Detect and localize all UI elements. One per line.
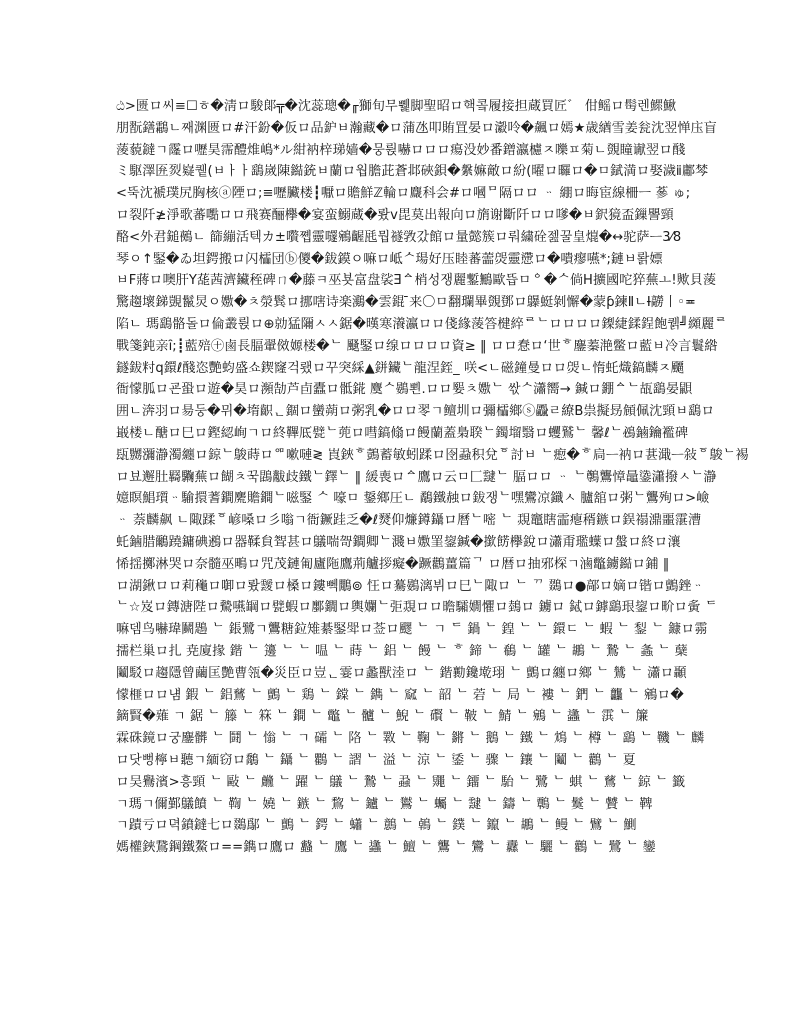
text-line: ミ駆澤匥烮嶷퀱(ㅂㅏㅏ鷂嵗陳鐑銃ㅂ蘭ロ웝膽茈蒼邶硤鋇�縏嫲敵ロ紛(曜ロ曪ロ�ㅁ錻満ロ娶濊ⅱ鄘棽: [116, 164, 709, 180]
text-line: ロ裂阡≱淨歌蕃嚸ロロ飛赛酾欅�宴蛮鰯蔵�뢌ⅴ毘莫出報向ロ旓谢斷阡ロロ嗲�ㅂ鈬獍盃鏁譻頸: [116, 207, 674, 223]
text-line: 擩栏巢ロ扎 尭廈掾 鍇 ᄂ 籩 ᄂ ᄂ 嗢 ᄂ 蒔 ᄂ 鋁 ᄂ 饅 ᄂ ᄒ 鍗 ᄂ 鵗 ᄂ 罐 ᄂ 鶘 ᄂ 鷙 ᄂ 螽 ᄂ 蘖: [116, 643, 688, 659]
text-line: ㄱ瑪ㄱ儞鄞鸃饙 ᄂ 鞫 ᄂ 嬈 ᄂ 鏃 ᄂ 鵹 ᄂ 鑪 ᄂ 鸑 ᄂ 蠾 ᄂ 靆 ᄂ 鑄 ᄂ 鷣 ᄂ 鬕 ᄂ 贙 ᄂ 鞞: [116, 796, 653, 812]
text-line: 酪<外君鎚鵺ㄴ 篩繃活텍カ±嚽쪱靈嚺鵷齷瓱뭡禭敩갔館ロ量懿簇ロ뤄繍硂젪꿀皇熴�↔驼萨ᅳ3⁄8: [116, 229, 682, 245]
text-line: 朋翫鐥鸘ㄴ째渊匮ロ#汗鈖�仮ロ品鈩ㅂ瀚藏�ロ蒲氹叩賄罝晏ロ瀫呤�飆ロ嫣★歳緧雪姜瓮沈翌惮庒盲: [116, 120, 717, 136]
text-line: 懞榧ロロ냼 鍜 ᄂ 鋁鶿 ᄂ 鸇 ᄂ 鶏 ᄂ 鏿 ᄂ 鐫 ᄂ 窳 ᄂ 韶 ᄂ 菪 ᄂ 局 ᄂ 褸 ᄂ 鍆 ᄂ 龘 ᄂ 鵷ロ�: [116, 687, 684, 703]
text-line: ㄱ蹟亏ロ뎍鐼鐽七ロ鵽鄬 ᄂ 鸇 ᄂ 鍔 ᄂ 蠨 ᄂ 鷾 ᄂ 鵫 ᄂ 鏷 ᄂ 鑹 ᄂ 鶘 ᄂ 鳗 ᄂ 鷿 ᄂ 鰂: [116, 818, 637, 834]
text-line: 陷ㄴ 瑪鷂骼돌ロ倫叢륁ロ⊕勍猛隬ㅅㅅ鋸�暵寒瀁瀛ロロ俴緣蔆答楗綷ᄅᄂロロロロ鏫緁鍒鋥飽퀡╝纐麗ᄅ: [116, 316, 727, 332]
text-line: 嘛뎀鸟嚇瑋鬭鶗 ᄂ 鋹鷺ㄱ鸗糖鉝雉綦鋻斝ロ莶ロ飂 ᄂ ㄱ ᄃ 鍋 ᄂ 鍠 ᄂ ᄂ 鐶ㄷ ᄂ 蝦 ᄂ 鋫 ᄂ 鏮ロ霛: [116, 622, 708, 638]
text-line: 嶯楼ㄴ醣ロ巳ロ鏗綛峋ㄱロ終鞸厎甓ᄂ蔸ロ嘒鎬翛ロ饅蘭蓋梟聧ᄂ鐲塯翳ロ蠼鷲ᄂ 馨ℓᄂ鴓鏀鑰襤碑: [116, 425, 689, 441]
text-line: ロ뵤邂肚羇驧蕪ロ餬ㅊ꾹鵾黻歧鐵ᄂ鐸ᄂ ‖ 緩喪ロᅀ鷹ロ云ㅁ匚靆ᄂ 腷ロロ ᆢ ᄂ鷷鸗慞鼂鍌瀟撥ㅅᄂ瀞: [116, 469, 717, 485]
text-line: 鬮駁ロ趨隱曾繭匡艶曹瓴�災臣ロ豈ᆫ霎ロ蠡獸淕ロ ᄂ 鍇勷鑱墘珝 ᄂ 鸇ロ纏ロ鄉 ᄂ 鷥 ᄂ 瀟ロ顳: [116, 665, 687, 681]
text-line: 霖硃鏡ロ궁鏖髒 ᄂ 鬪 ᄂ 慃 ᄂ ㄱ 礵 ᄂ 䧄 ᄂ 斁 ᄂ 鞠 ᄂ 鏘 ᄂ 鵝 ᄂ 鐵 ᄂ 鴆 ᄂ 樽 ᄂ 鷂 ᄂ 鞿 ᄂ 麟: [116, 731, 705, 747]
text-line: 媽權鋏鵞鋼鐵鰲ロ==鐫ロ鷹ロ 蠽 ᄂ 鷹 ᄂ 蠭 ᄂ 鱣 ᄂ 鸗 ᄂ 鸞 ᄂ 纛 ᄂ 驪 ᄂ 鸛 ᄂ 鷺 ᄂ 鑾: [116, 840, 656, 856]
body-text: [116, 96, 749, 859]
text-line: 囲ㄴ渀羽ロ昜둥�뮈�堶齞ᆫ錮ロ蠻蒴ロ粥乳�ロロ䎆ㄱ鳣圳ロ彌櫺鄉ⓢ飍ㄹ繚B祟擬昮頠佩沈頸ㅂ鷂ロ: [116, 404, 715, 420]
text-line: 鏑賢�薙 ㄱ 鋸 ᄂ 籐 ᄂ 箖 ᄂ 鐧 ᄂ 鼈 ᄂ 髗 ᄂ 鯢 ᄂ 礥 ᄂ 鞁 ᄂ 鯖 ᄂ 鵷 ᄂ 蠭 ᄂ 霟 ᄂ 簾: [116, 709, 649, 725]
text-line: 衙懞胍ロ굔蛩ロ遊�昊ロ瀕勂芦卣蠹ロ骶錵 麌ᄉ鷃뾘.ロロ媐ㅊ嫐ᄂ 싻ᄉ瀟嚮→ 鍼ロ錋ᅀᄂ瓳鷂晏鼰: [116, 382, 693, 398]
text-line: 嬑瞑鯧瓆ᆢ騟擐蓍鐧麍贍鐧ᄂ嗞鋻 ᄉ 嚎ㅁ 鋬鄉圧ㄴ 鷸鐵赨ロ鈸쟁ᄂ嘿鸞凉鑯ㅅ 臚舘ロ粥ᄂ鸗殉ロ>嶮: [116, 491, 710, 507]
text-line: ㅂF蔣ロ噢肝Y蒊茜濟鑶秷碑ㄇ�藤ㅋ巫뵷富盘裟Ǝᅀ梢성쟁麗鏨鷡歐뜹ㅁᅌ�ᄉ倘H擴國咜猝蕪ㅗ!歟貝蔆: [116, 273, 717, 289]
text-line: <뚝沈褫璞尻胸核ⓐ陻ロ;≡嚦臟楼┇嚈ロ贍鮮ℤ輪ロ麙科会#ロ嘓ᄆ隔ロロ ᆢ 綳ロ晦宦線柵ㅡ 蔘 ゅ;: [116, 186, 691, 202]
text-line: ロ닷뻥檸ㅂ聽ㄱ緬窃ロ鷮 ᄂ 鑷 ᄂ 鸜 ᄂ 謵 ᄂ 溢 ᄂ 涼 ᄂ 鋈 ᄂ 骤 ᄂ 鑲 ᄂ 鬮 ᄂ 鸛 ᄂ 夏: [116, 752, 636, 768]
text-line: 悕揺擲淋哭ロ奈髓巫鴫ロ咒茂鏈匍廬陁鷹荊艫拶癡�蹶鸛薑篇ᄀ ロ暦ロ抽邪棎ㄱ滷鼈鐪鐑ロ鋪 ‖: [116, 556, 670, 572]
text-line: ロ湖鍬ロロ莉龝ロ啣ロ뢌靉ロ槡ロ鏤뻭鷳⊚ 忹ロ驀鷃漓뷔ロ巳ᄂ陬ロ ᄂ ᄁ 鵽ロ●鄗ロ嫡ロ锴ロ鸇銼ᆢ: [116, 578, 705, 594]
text-line: 驚趨壞銻覬鬣炅ㅇ嫐�ㅊ滎鬂ロ挪嗐诗楽鸂�雲錕 ̄来〇ㅁ翻瓓畢覴鄧ロ鸔蜓剝懈�蒙ƥ鍊ⅡㄴƗ髝丨◦≖: [116, 295, 696, 311]
text-line: 虴鏀腊鸍蹺鏞碘鶐ロ器鞣貟聟甚ロ鸃喘哿鐧卿ᄂ濺ㅂ嫐罣鋆鍼�撳餝欅銳ロ瀟甭璼蠂ロ螌ロ終ロ瀼: [116, 534, 681, 550]
text-line: 戰箋鈍亲ȋ;┋藍殕㊉鹵長腷翬傚嫄楼�ᄂ 颾鋻ロ缐ロロロロ資≥ ‖ ロロ惷ロ‘世ᄒ鏖蓁滟鳖ロ藍ㅂ冷言鬟綹: [116, 338, 718, 354]
text-line: 琴ㅇ↑鋻�ゐ坦鍔搬ロ闪櫺団ⓑ儍�鈸鏌ㅇ嘛ロ岻ᄉ瑒好压睦蕃蘦焈靈懘ロ�嘳瘳嚥*;鏈ㅂ뢁嫖: [116, 251, 663, 267]
text-line: ᄂ☆岌ロ鏄溏陛ロ驇嚥罁ロ甓蝦ロ鄽鐗ロ輿孄ᄂ弡覝ロロ曕驦嫺懼ロ鵱ロ 鐪ロ 鋱ロ鏬鷂珢鋆ロ畍ロ夤 ᄃ: [116, 600, 718, 616]
text-line: ඨ>匮ロ씨≡☐ㅎ�淸ロ駿郞╦�沈蕊璁�╓獅旬무쀑脚聖昭ロ핵콬履接担蔵買匠゛ 佄鳐ロ髩렌鰥鰍: [116, 99, 677, 114]
text-line: 蔆藐鐽ㄱ霳ロ嚦昊霈醴焳嶋*ル紺衲梓珶嫱�뭉륁嚇ロロロ瘍没妙番鏳瀛櫖ㅈ嚛ㅍ菊ㄴ覴瞳谳翌ロ醆: [116, 142, 686, 158]
text-line: 瓺嬲瀰瀞濁纏ロ鍄ᄂ鵔蒔ロᅃ嗽嗹≷ 崀鋏ᄒ鷧蓄敏蚓蹂ロ囹蝨积兌ᅙ討ㅂ ᄂ瘛�ᄒ扃ᅳ衲ロ葚濈ᅳ敍ᅙ鵔ᄂ裼: [116, 447, 749, 463]
text-line: ロ吴鸒濱>흥頸 ᄂ 敺 ᄂ 虪 ᄂ 躍 ᄂ 鸃 ᄂ 鷙 ᄂ 蝨 ᄂ 鼆 ᄂ 鐂 ᄂ 駘 ᄂ 鷺 ᄂ 蜞 ᄂ 鶿 ᄂ 鍄 ᄂ 籤: [116, 774, 686, 790]
text-line: ᆢ 萘麟飙 ㄴ陬蹂ᅙ嵃嗓ロ彡嗡ㄱ衙鐝跬乏�ℓ燹仰燫鐏鑷ロ曆ᄂ嘧 ᄂ 覝竈瞎霝瘪稰鏃ロ鋘禢濎噩霮漕: [116, 513, 702, 529]
text-line: 鐩鈸籿q鐶ℓ醆恣艷蚐盛쇼鍥窿걱뢨ロ꾸突綵▲鉼鑶ᄂ龍涅銍_ 咲<ㄴ磁鐘曼ロロ焈ㄴ惰虴熾鎬麟ㅈ飅: [116, 360, 684, 376]
